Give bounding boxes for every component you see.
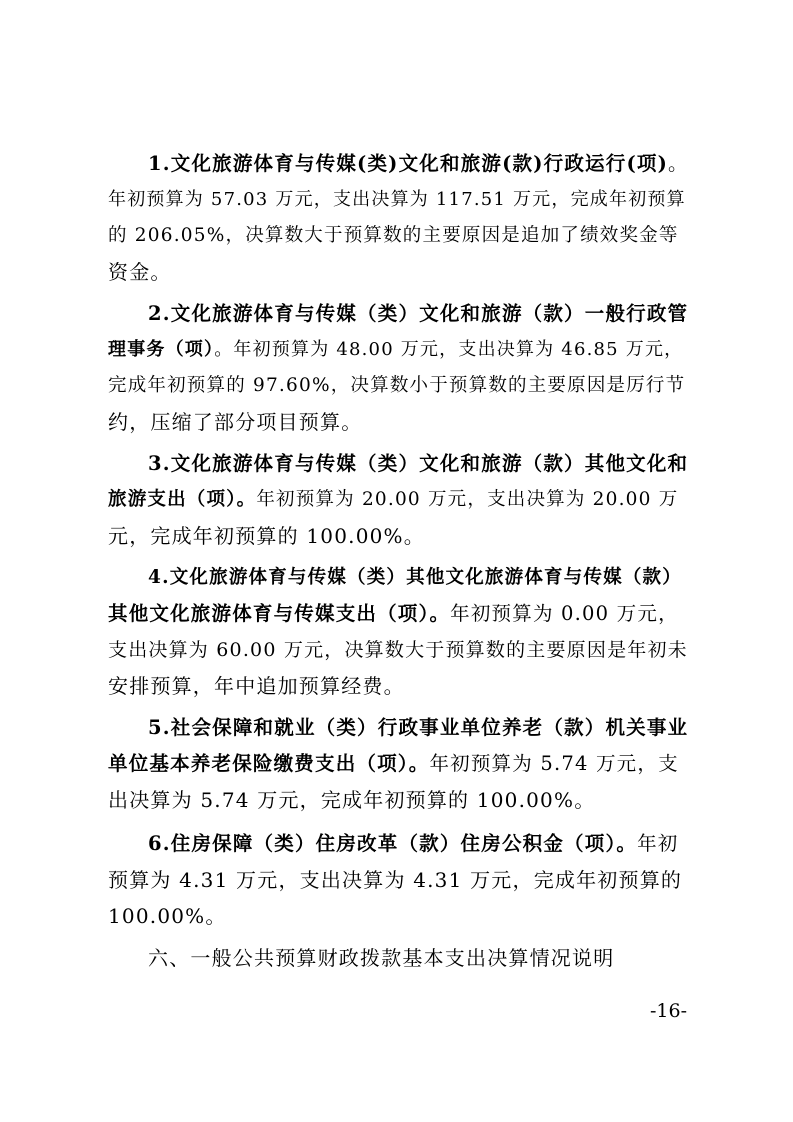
body-text: 年初 [637,832,679,855]
item-heading: 2.文化旅游体育与传媒（类）文化和旅游（款）一般行政管 [148,302,689,325]
paragraph-3-line-2 [108,482,678,518]
item-heading: 理事务（项） [108,339,215,360]
body-text: 100.00%。 [108,904,227,928]
body-text: 年初预算为 0.00 万元， [450,602,679,625]
paragraph-5-line-3 [108,782,595,818]
paragraph-1-line-1 [148,146,689,182]
item-heading: 4.文化旅游体育与传媒（类）其他文化旅游体育与传媒（款） [148,567,682,588]
body-text: 年初预算为 5.74 万元，支 [429,752,679,775]
item-heading: 旅游支出（项）。 [108,489,257,510]
item-heading: 3.文化旅游体育与传媒（类）文化和旅游（款）其他文化和 [148,452,689,475]
section-heading: 六、一般公共预算财政拨款基本支出决算情况说明 [148,946,615,970]
page-number: -16- [650,1000,688,1022]
body-text: 。年初预算为 48.00 万元，支出决算为 46.85 万元， [214,339,684,360]
body-text: 完成年初预算的 97.60%，决算数小于预算数的主要原因是厉行节 [108,375,686,396]
paragraph-5-line-2 [108,746,679,782]
body-text: 约，压缩了部分项目预算。 [108,410,363,434]
paragraph-2-line-4 [108,404,362,440]
body-text: 。 [668,152,689,175]
body-text: 预算为 4.31 万元，支出决算为 4.31 万元，完成年初预算的 [108,868,683,892]
body-text: 资金。 [108,260,172,284]
body-text: 年初预算为 57.03 万元，支出决算为 117.51 万元，完成年初预算 [108,189,686,210]
paragraph-2-line-3 [108,368,685,404]
paragraph-3-line-1 [148,446,688,482]
paragraph-6-line-1 [148,826,679,862]
item-heading: 5.社会保障和就业（类）行政事业单位养老（款）机关事业 [148,716,689,739]
paragraph-4-line-4 [108,668,405,704]
item-heading: 单位基本养老保险缴费支出（项）。 [108,752,430,775]
paragraph-4-line-2 [108,596,679,632]
item-heading: 1.文化旅游体育与传媒(类)文化和旅游(款)行政运行(项) [148,152,669,175]
paragraph-1-line-3 [108,218,679,254]
body-text: 安排预算，年中追加预算经费。 [108,674,405,698]
body-text: 年初预算为 20.00 万元，支出决算为 20.00 万 [256,489,679,510]
item-heading: 其他文化旅游体育与传媒支出（项）。 [108,602,451,625]
body-text: 出决算为 5.74 万元，完成年初预算的 100.00%。 [108,788,596,812]
paragraph-2-line-1 [148,296,688,332]
paragraph-4-line-1 [148,560,682,596]
paragraph-4-line-3 [108,632,688,668]
paragraph-6-line-2 [108,862,682,898]
body-text: 支出决算为 60.00 万元，决算数大于预算数的主要原因是年初未 [108,639,688,661]
paragraph-1-line-2 [108,182,686,218]
paragraph-5-line-1 [148,710,688,746]
item-heading: 6.住房保障（类）住房改革（款）住房公积金（项）。 [148,832,638,855]
body-text: 的 206.05%，决算数大于预算数的主要原因是追加了绩效奖金等 [108,225,679,246]
paragraph-6-line-3 [108,898,227,934]
paragraph-2-line-2 [108,332,683,368]
body-text: 元，完成年初预算的 100.00%。 [108,524,425,548]
paragraph-3-line-3 [108,518,425,554]
paragraph-1-line-4 [108,254,172,290]
